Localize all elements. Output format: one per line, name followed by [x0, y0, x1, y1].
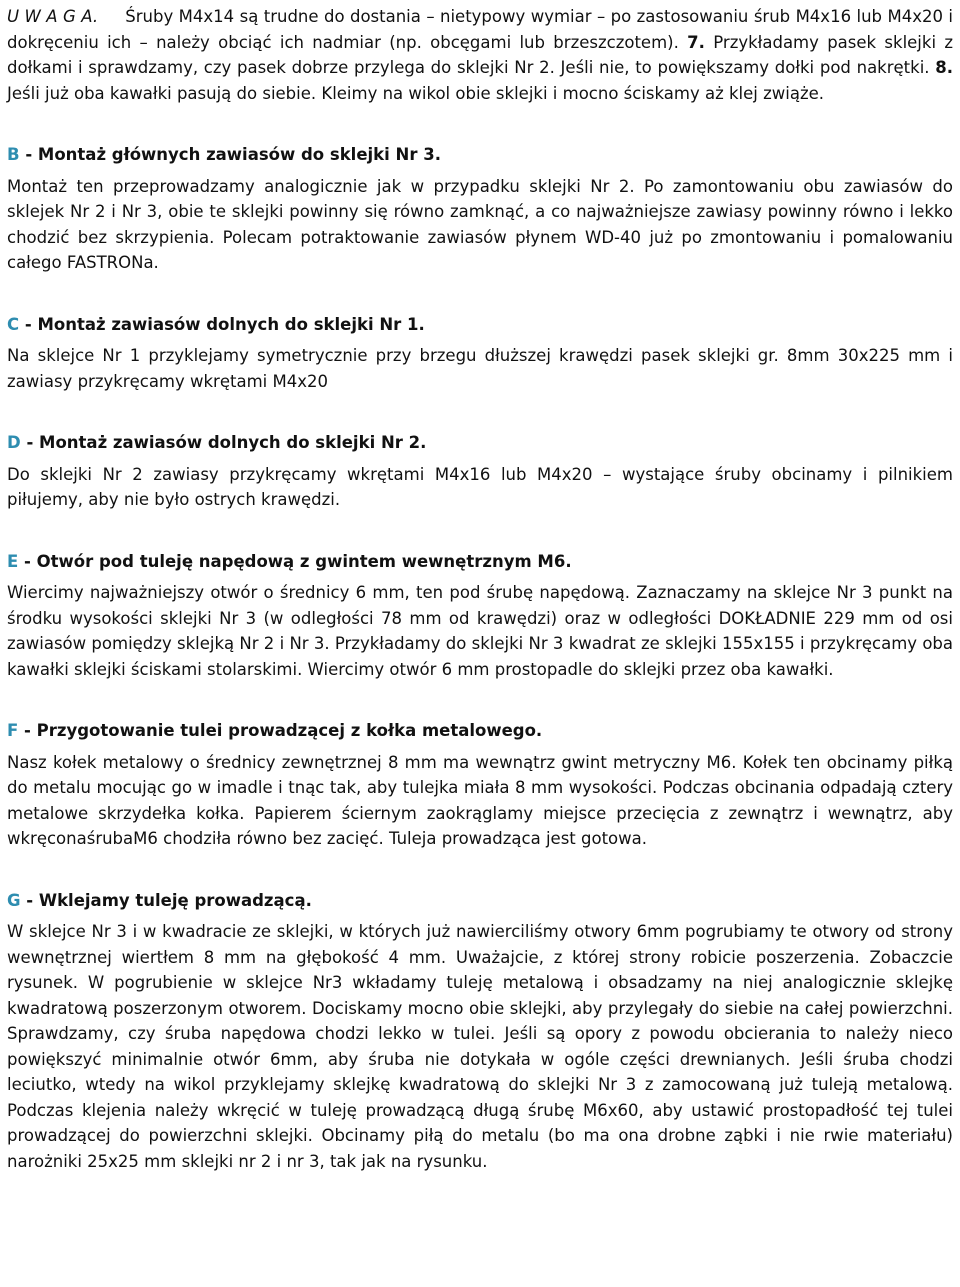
step-8-number: 8.	[935, 58, 953, 77]
section-d-heading	[7, 430, 953, 456]
section-d-letter: D	[7, 433, 21, 452]
intro-paragraph	[7, 4, 953, 106]
section-g-body: W sklejce Nr 3 i w kwadracie ze sklejki, w których już nawierciliśmy otwory 6mm pogrubiamy te otwory od strony wewnętrznej wiertłem 8 mm na głębokość 4 mm. Uważajcie, z której strony robicie poszerzenia. Zobaczcie rysunek. W pogrubienie w sklejce Nr3 wkładamy tuleję metalową i obsadzamy na niej analogicznie sklejkę kwadratową poszerzonym otworem. Dociskamy mocno obie sklejki, aby przylegały do siebie na całej powierzchni. Sprawdzamy, czy śruba napędowa chodzi lekko w tulei. Jeśli są opory z powodu obcierania to należy nieco powiększyć minimalnie otwór 6mm, aby śruba nie dotykała w ogóle części drewnianych. Jeśli śruba chodzi leciutko, wtedy na wikol przyklejamy sklejkę kwadratową do sklejki Nr 3 z zamocowaną już tuleją metalową. Podczas klejenia należy wkręcić w tuleję prowadzącą długą śrubę M6x60, aby ustawić prostopadłość tej tulei prowadzącej do powierzchni sklejki. Obcinamy piłą do metalu (bo ma ona drobne ząbki i nie rwie materiału) narożniki 25x25 mm sklejki nr 2 i nr 3, tak jak na rysunku.	[7, 922, 953, 1171]
section-d-body: Do sklejki Nr 2 zawiasy przykręcamy wkrętami M4x16 lub M4x20 – wystające śruby obcinamy i pilnikiem piłujemy, aby nie było ostrych krawędzi.	[7, 464, 953, 509]
section-b-heading	[7, 142, 953, 168]
section-c-title: - Montaż zawiasów dolnych do sklejki Nr 1.	[19, 314, 425, 334]
section-gap	[7, 394, 953, 430]
section-g-heading	[7, 888, 953, 914]
section-f-heading	[7, 718, 953, 744]
section-gap	[7, 106, 953, 142]
warning-text: Śruby M4x14 są trudne do dostania – nietypowy wymiar – po zastosowaniu śrub M4x16 lub M4x20 i dokręceniu ich – należy obciąć ich nadmiar (np. obcęgami lub brzeszczotem).	[7, 7, 953, 52]
section-b-title: - Montaż głównych zawiasów do sklejki Nr 3.	[19, 145, 441, 164]
warning-label: U W A G A.	[7, 7, 99, 26]
section-gap	[7, 276, 953, 312]
section-f-body: Nasz kołek metalowy o średnicy zewnętrznej 8 mm ma wewnątrz gwint metryczny M6. Kołek ten obcinamy piłką do metalu mocując go w imadle i tnąc tak, aby tulejka miała 8 mm wysokości. Podczas obcinania odpadają cztery metalowe skrzydełka kołka. Papierem ściernym zaokrąglamy miejsce przecięcia z zewnątrz i wewnątrz, aby wkręconaśrubaM6 chodziła równo bez zacięć. Tuleja prowadząca jest gotowa.	[7, 752, 953, 848]
section-gap	[7, 513, 953, 549]
section-e-letter: E	[7, 551, 19, 571]
section-e-body: Wiercimy najważniejszy otwór o średnicy 6 mm, ten pod śrubę napędową. Zaznaczamy na sklejce Nr 3 punkt na środku wysokości sklejki Nr 3 (w odległości 78 mm od krawędzi) oraz w odległości DOKŁADNIE 229 mm od osi zawiasów pomiędzy sklejką Nr 2 i Nr 3. Przykładamy do sklejki Nr 3 kwadrat ze sklejki 155x155 i przykręcamy oba kawałki sklejki ściskami stolarskimi. Wiercimy otwór 6 mm prostopadle do sklejki przez oba kawałki.	[7, 583, 953, 679]
step-8-text: Jeśli już oba kawałki pasują do siebie. Kleimy na wikol obie sklejki i mocno ściskamy aż klej zwiąże.	[7, 83, 825, 103]
section-c-heading	[7, 312, 953, 338]
section-g-title: - Wklejamy tuleję prowadzącą.	[20, 890, 312, 910]
section-c-letter: C	[7, 314, 20, 334]
section-b-body: Montaż ten przeprowadzamy analogicznie jak w przypadku sklejki Nr 2. Po zamontowaniu obu zawiasów do sklejek Nr 2 i Nr 3, obie te sklejki powinny się równo zamknąć, a co najważniejsze zawiasy powinny równo i lekko chodzić bez skrzypienia. Polecam potraktowanie zawiasów płynem WD-40 już po zmontowaniu i pomalowaniu całego FASTRONa.	[7, 176, 953, 272]
step-7-number: 7.	[687, 32, 705, 52]
step-7-text: Przykładamy pasek sklejki z dołkami i sprawdzamy, czy pasek dobrze przylega do sklejki Nr 2. Jeśli nie, to powiększamy dołki pod nakrętki.	[7, 32, 954, 77]
section-f-letter: F	[7, 721, 19, 740]
section-b-letter: B	[7, 145, 20, 164]
section-gap	[7, 852, 953, 888]
section-e-title: - Otwór pod tuleję napędową z gwintem wewnętrznym M6.	[18, 551, 572, 571]
section-f-title: - Przygotowanie tulei prowadzącej z kołka metalowego.	[18, 721, 543, 740]
section-d-title: - Montaż zawiasów dolnych do sklejki Nr 2.	[20, 433, 427, 452]
section-e-heading	[7, 549, 953, 575]
section-g-letter: G	[7, 890, 21, 910]
section-c-body: Na sklejce Nr 1 przyklejamy symetrycznie przy brzegu dłuższej krawędzi pasek sklejki gr. 8mm 30x225 mm i zawiasy przykręcamy wkrętami M4x20	[7, 346, 953, 391]
section-gap	[7, 682, 953, 718]
